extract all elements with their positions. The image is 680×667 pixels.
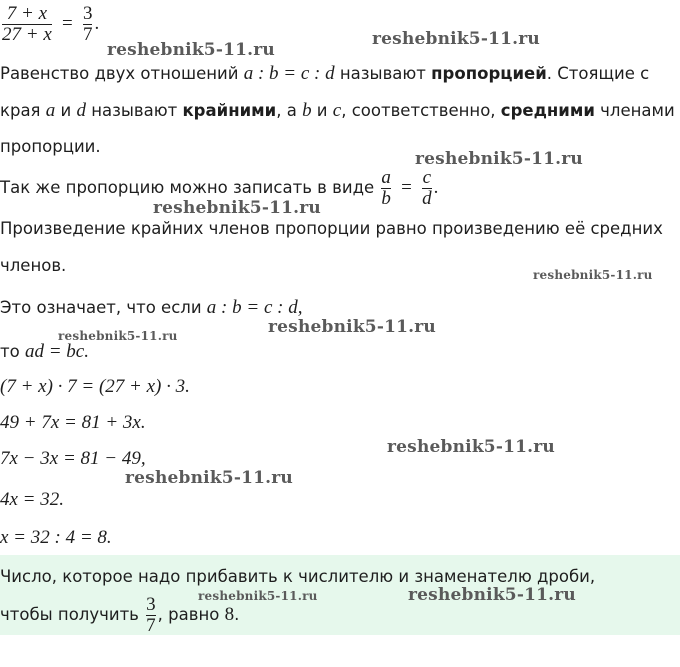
bold-term-extremes: крайними — [182, 101, 277, 120]
fraction-numerator: a — [381, 167, 391, 188]
equals-sign: = — [62, 12, 73, 34]
period: . — [94, 12, 100, 34]
definition-line-2 — [0, 100, 675, 122]
period: . — [433, 176, 439, 198]
math-proportion: a : b = c : d, — [206, 297, 303, 318]
equals-sign: = — [401, 176, 412, 198]
math-c: c — [332, 100, 342, 121]
text: , соответственно, — [341, 101, 501, 120]
equation-line: (7 + x) · 7 = (27 + x) · 3. — [0, 376, 190, 397]
meaning-line-1 — [0, 297, 302, 319]
watermark: reshebnik5-11.ru — [153, 198, 321, 218]
math-d: d — [76, 100, 86, 121]
period: . — [234, 604, 240, 624]
text: то — [0, 342, 25, 361]
text: Так же пропорцию можно записать в виде — [0, 177, 380, 197]
equation-line: 49 + 7x = 81 + 3x. — [0, 412, 146, 433]
equation-line: 4x = 32. — [0, 489, 65, 510]
watermark: reshebnik5-11.ru — [387, 437, 555, 457]
equation-line: 7x − 3x = 81 − 49, — [0, 448, 146, 469]
text: членами — [594, 101, 675, 120]
watermark: reshebnik5-11.ru — [58, 329, 178, 343]
property-line-2: членов. — [0, 256, 67, 275]
watermark: reshebnik5-11.ru — [125, 468, 293, 488]
fraction-numerator: 3 — [82, 3, 93, 24]
bold-term-means: средними — [500, 101, 595, 120]
fraction-denominator: 7 — [82, 23, 93, 45]
fraction-3-7 — [146, 595, 156, 636]
watermark: reshebnik5-11.ru — [107, 40, 275, 60]
fraction-numerator: c — [422, 167, 432, 188]
watermark: reshebnik5-11.ru — [372, 29, 540, 49]
math-a: a — [45, 100, 56, 121]
definition-line-3: пропорции. — [0, 137, 101, 156]
bold-term-proportion: пропорцией — [431, 64, 547, 83]
fraction-7x-27x — [2, 4, 52, 45]
watermark: reshebnik5-11.ru — [415, 149, 583, 169]
fraction-denominator: 27 + x — [2, 23, 52, 45]
math-b: b — [302, 100, 312, 121]
text: чтобы получить — [0, 604, 145, 624]
fraction-denominator: b — [381, 187, 391, 209]
fraction-denominator: 7 — [146, 614, 156, 636]
math-proportion: a : b = c : d — [243, 63, 335, 84]
watermark: reshebnik5-11.ru — [268, 317, 436, 337]
definition-line-1 — [0, 63, 649, 85]
top-fraction-equation — [0, 4, 99, 45]
watermark: reshebnik5-11.ru — [198, 589, 318, 603]
text: называют — [334, 64, 432, 83]
fraction-numerator: 7 + x — [6, 3, 48, 24]
text: . Стоящие с — [546, 64, 650, 83]
meaning-line-2 — [0, 341, 89, 363]
text: и — [311, 101, 333, 120]
property-line-1: Произведение крайних членов пропорции равно произведению её средних — [0, 219, 663, 238]
fraction-numerator: 3 — [146, 594, 156, 615]
fraction-a-b — [381, 168, 391, 209]
text: и — [55, 101, 77, 120]
fraction-denominator: d — [422, 187, 432, 209]
text: края — [0, 101, 46, 120]
text: , равно — [157, 604, 225, 624]
text: называют — [85, 101, 183, 120]
text: Это означает, что если — [0, 298, 207, 317]
fraction-c-d — [422, 168, 432, 209]
text: Равенство двух отношений — [0, 64, 244, 83]
answer-value: 8 — [224, 603, 235, 625]
watermark: reshebnik5-11.ru — [533, 268, 653, 282]
watermark: reshebnik5-11.ru — [408, 585, 576, 605]
fraction-3-7 — [83, 4, 93, 45]
text: , а — [276, 101, 303, 120]
math-product-equality: ad = bc. — [24, 341, 89, 362]
answer-line-1: Число, которое надо прибавить к числителю и знаменателю дроби, — [0, 567, 596, 586]
equation-line: x = 32 : 4 = 8. — [0, 527, 112, 548]
